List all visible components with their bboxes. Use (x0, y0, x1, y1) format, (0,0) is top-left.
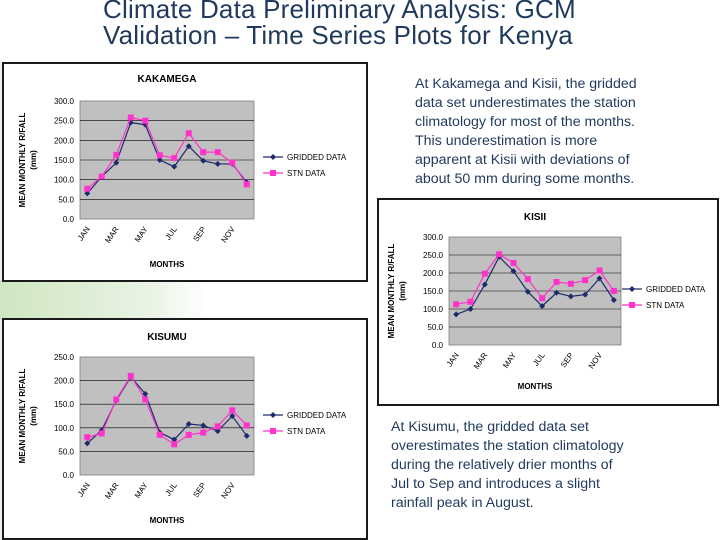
legend-label: STN DATA (646, 301, 685, 310)
legend-marker-gridded (629, 286, 635, 292)
y-tick-label: 100.0 (422, 305, 443, 314)
y-axis-unit: (mm) (29, 150, 38, 170)
y-tick-label: 150.0 (422, 287, 443, 296)
data-point-stn (128, 115, 134, 121)
legend-label: GRIDDED DATA (287, 411, 347, 420)
y-tick-label: 50.0 (427, 323, 443, 332)
y-tick-label: 200.0 (53, 136, 74, 146)
note-line: data set underestimates the station (415, 95, 636, 111)
chart-svg-kakamega (4, 64, 366, 280)
data-point-stn (186, 432, 192, 438)
note-line: apparent at Kisii with deviations of (415, 152, 630, 168)
data-point-stn (453, 301, 459, 307)
data-point-stn (84, 434, 90, 440)
data-point-stn (229, 407, 235, 413)
x-tick-label: MAY (132, 480, 150, 500)
slide-title (103, 0, 718, 48)
data-point-stn (142, 396, 148, 402)
y-tick-label: 300.0 (422, 233, 443, 242)
note-line: overestimates the station climatology (391, 438, 624, 454)
x-tick-label: JAN (75, 480, 92, 499)
x-tick-label: SEP (558, 350, 576, 370)
x-tick-label: MAR (103, 224, 121, 245)
x-tick-label: SEP (191, 480, 208, 500)
y-tick-label: 300.0 (53, 97, 74, 106)
slide-title-line-1: Climate Data Preliminary Analysis: GCM (103, 0, 576, 24)
data-point-stn (200, 430, 206, 436)
data-point-stn (468, 299, 474, 305)
chart-title: KISUMU (147, 332, 187, 343)
chart-title: KISII (523, 212, 547, 223)
y-tick-label: 100.0 (53, 175, 74, 185)
data-point-stn (597, 267, 603, 273)
legend-label: GRIDDED DATA (287, 153, 347, 162)
note-line: At Kakamega and Kisii, the gridded (415, 76, 637, 92)
data-point-stn (482, 271, 488, 277)
data-point-stn (539, 295, 545, 301)
chart-svg-kisumu (4, 320, 366, 538)
y-axis-label: MEAN MONTHLY R/FALL (387, 243, 396, 339)
note-line: rainfall peak in August. (391, 495, 534, 511)
decorative-green-band (0, 280, 210, 320)
note-line: This underestimation is more (415, 133, 598, 149)
y-axis-label: MEAN MONTHLY R/FALL (18, 112, 27, 208)
data-point-stn (215, 423, 221, 429)
y-tick-label: 250.0 (422, 251, 443, 260)
x-tick-label: MAR (103, 480, 121, 501)
y-tick-label: 50.0 (58, 195, 74, 205)
legend-marker-gridded (270, 412, 276, 418)
data-point-stn (99, 430, 105, 436)
x-tick-label: MAY (132, 224, 150, 244)
data-point-stn (215, 149, 221, 155)
data-point-stn (582, 277, 588, 283)
legend-marker-gridded (270, 154, 276, 160)
y-axis-unit: (mm) (29, 406, 38, 426)
data-point-stn (568, 281, 574, 287)
x-tick-label: JUL (163, 480, 179, 498)
x-axis-label: MONTHS (149, 260, 185, 269)
data-point-stn (84, 186, 90, 192)
data-point-stn (511, 260, 517, 266)
data-point-stn (171, 441, 177, 447)
data-point-stn (128, 373, 134, 379)
data-point-stn (229, 160, 235, 166)
x-tick-label: NOV (586, 350, 605, 371)
y-axis-label: MEAN MONTHLY R/FALL (18, 368, 27, 464)
slide-title-line-2: Validation – Time Series Plots for Kenya (103, 20, 573, 50)
data-point-stn (113, 152, 119, 158)
y-axis-unit: (mm) (398, 281, 407, 301)
note-kakamega-kisii (415, 75, 637, 189)
y-tick-label: 200.0 (422, 269, 443, 278)
kisii-chart (377, 198, 719, 406)
x-tick-label: MAR (471, 350, 490, 371)
note-line: climatology for most of the months. (415, 114, 635, 130)
data-point-stn (244, 181, 250, 187)
kakamega-chart (2, 62, 368, 282)
note-line: about 50 mm during some months. (415, 171, 635, 187)
data-point-stn (244, 422, 250, 428)
legend-label: GRIDDED DATA (646, 285, 706, 294)
x-axis-label: MONTHS (517, 382, 553, 391)
legend-marker-stn (270, 170, 276, 176)
kisumu-chart (2, 318, 368, 540)
data-point-stn (99, 174, 105, 180)
legend-marker-stn (629, 302, 635, 308)
data-point-stn (113, 396, 119, 402)
x-tick-label: MAY (501, 350, 519, 370)
data-point-stn (496, 251, 502, 257)
data-point-stn (171, 155, 177, 161)
x-tick-label: JUL (531, 350, 547, 368)
note-line: At Kisumu, the gridded data set (391, 419, 589, 435)
legend-label: STN DATA (287, 427, 326, 436)
x-tick-label: SEP (191, 224, 208, 244)
y-tick-label: 250.0 (53, 353, 74, 362)
data-point-stn (157, 432, 163, 438)
note-line: Jul to Sep and introduces a slight (391, 476, 601, 492)
data-point-stn (142, 118, 148, 124)
y-tick-label: 150.0 (53, 400, 74, 410)
y-tick-label: 100.0 (53, 423, 74, 433)
y-tick-label: 200.0 (53, 376, 74, 386)
y-tick-label: 0.0 (431, 341, 443, 350)
x-tick-label: NOV (219, 224, 237, 245)
data-point-stn (554, 279, 560, 285)
data-point-stn (525, 276, 531, 282)
x-tick-label: JAN (75, 224, 92, 243)
y-tick-label: 250.0 (53, 116, 74, 126)
x-tick-label: NOV (219, 480, 237, 501)
note-line: during the relatively drier months of (391, 457, 613, 473)
data-point-stn (157, 152, 163, 158)
y-tick-label: 150.0 (53, 156, 74, 165)
x-tick-label: JUL (163, 224, 179, 242)
data-point-stn (611, 288, 617, 294)
x-tick-label: JAN (444, 350, 461, 369)
legend-label: STN DATA (287, 169, 326, 178)
chart-title: KAKAMEGA (137, 74, 197, 85)
y-tick-label: 50.0 (58, 447, 74, 457)
chart-svg-kisii (379, 200, 717, 404)
y-tick-label: 0.0 (62, 215, 74, 224)
y-tick-label: 0.0 (62, 471, 74, 480)
legend-marker-stn (270, 428, 276, 434)
data-point-stn (200, 149, 206, 155)
data-point-stn (186, 130, 192, 136)
note-kisumu (391, 418, 624, 513)
x-axis-label: MONTHS (149, 516, 185, 525)
